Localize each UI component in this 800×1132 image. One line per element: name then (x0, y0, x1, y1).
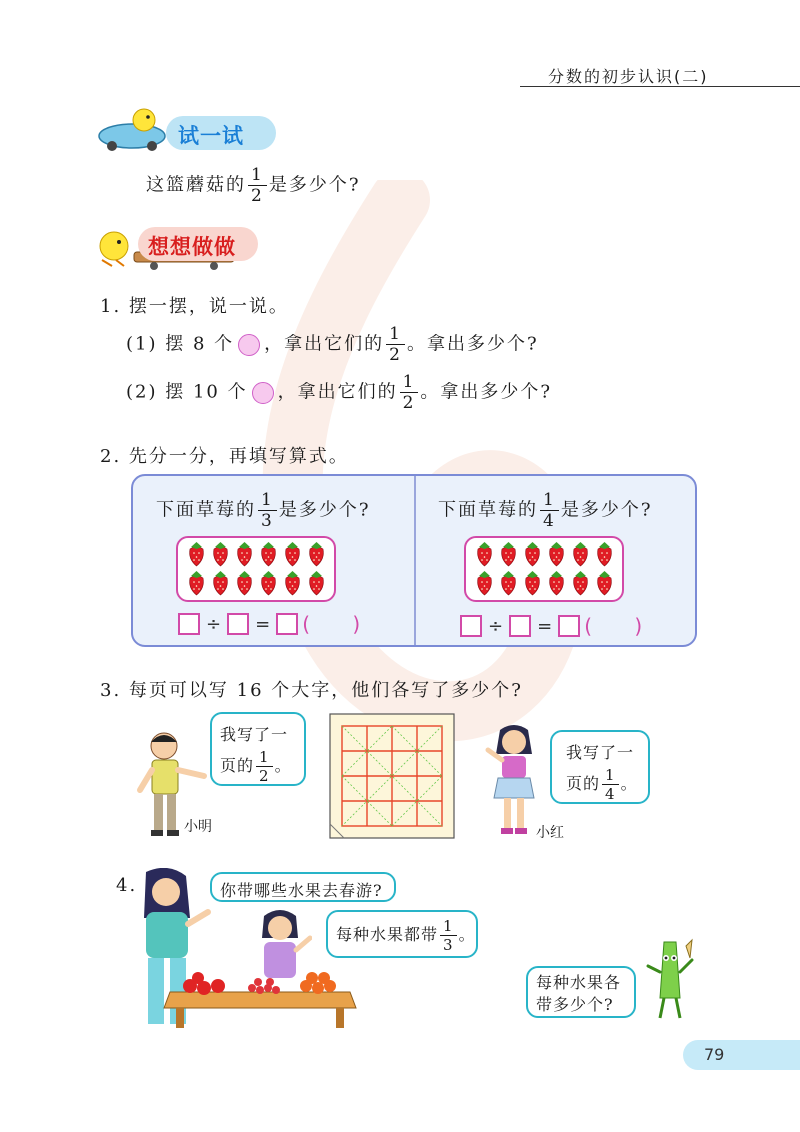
frac-num: 1 (258, 490, 277, 511)
strawberry-icon (499, 570, 518, 596)
q1-part-1 (126, 324, 539, 365)
frac-num: 1 (540, 490, 559, 511)
strawberry-icon (475, 570, 494, 596)
strawberry-icon (211, 570, 230, 596)
strawberry-icon (259, 541, 278, 567)
strawberry-icon (595, 570, 614, 596)
q1-part-2 (126, 372, 552, 413)
frac-den: 2 (389, 345, 402, 365)
strawberry-icon (595, 541, 614, 567)
unit-paren[interactable]: ( ) (584, 614, 661, 638)
boy-speech-bubble (210, 712, 306, 786)
page-number-tab (683, 1040, 800, 1070)
frac-den: 2 (402, 393, 416, 413)
strawberry-icon (187, 570, 206, 596)
fruit-table (160, 968, 358, 1028)
frac-den: 3 (443, 936, 454, 954)
strawberry-icon (259, 570, 278, 596)
page-number: 79 (704, 1045, 725, 1064)
frac-num: 1 (602, 766, 619, 785)
strawberry-row (466, 541, 622, 567)
girl-speech-bubble (550, 730, 650, 804)
pencil-bubble-line2: 带多少个? (536, 995, 614, 1014)
boy-bubble-line1: 我写了一 (220, 725, 289, 744)
girl-bubble-end: 。 (620, 774, 638, 793)
writing-grid-paper (328, 712, 456, 840)
equation-right (460, 614, 660, 638)
strawberry-row (466, 570, 622, 596)
q3-title: 3. 每页可以写 16 个大字，他们各写了多少个? (100, 680, 523, 701)
q2-title: 2. 先分一分，再填写算式。 (100, 446, 349, 467)
pink-circle-icon (238, 334, 260, 356)
try-section-title: 试一试 (178, 124, 244, 148)
answer-box[interactable] (227, 613, 249, 635)
chapter-title: 分数的初步认识(二) (548, 67, 709, 86)
strawberry-group-left (176, 536, 336, 602)
strawberry-group-right (464, 536, 624, 602)
pencil-speech-bubble (526, 966, 636, 1018)
boy-bubble-text: 页的 (220, 756, 255, 775)
divide-sign: ÷ (488, 615, 504, 637)
fraction-one-third (440, 917, 457, 954)
strawberry-icon (307, 570, 326, 596)
answer-box[interactable] (558, 615, 580, 637)
girl-bubble-text: 页的 (566, 774, 601, 793)
pink-circle-icon (252, 382, 274, 404)
try-question (146, 165, 360, 206)
fraction-one-half (248, 165, 267, 206)
try-question-pre: 这篮蘑菇的 (146, 174, 246, 196)
frac-den: 2 (251, 186, 264, 206)
fraction-one-quarter (540, 490, 559, 531)
q2-right-post: 是多少个? (560, 499, 653, 521)
strawberry-icon (523, 570, 542, 596)
strawberry-row (178, 570, 334, 596)
car-chick-icon (96, 106, 168, 152)
fraction-one-third (258, 490, 277, 531)
mother-speech-bubble: 你带哪些水果去春游? (210, 872, 396, 902)
q1-part2-post: 。拿出多少个? (420, 381, 553, 403)
girl-bubble-line2 (566, 766, 648, 803)
strawberry-icon (187, 541, 206, 567)
boy-bubble-end: 。 (274, 756, 292, 775)
q1-part1-post: 。拿出多少个? (406, 333, 539, 355)
equals-sign: = (255, 613, 271, 635)
strawberry-icon (547, 570, 566, 596)
strawberry-icon (235, 541, 254, 567)
strawberry-icon (547, 541, 566, 567)
q1-part1-pre: (1) 摆 8 个 (126, 333, 235, 355)
strawberry-icon (211, 541, 230, 567)
header-rule (520, 86, 800, 87)
strawberry-icon (307, 541, 326, 567)
girl-bubble-line1: 我写了一 (566, 743, 635, 762)
think-section-title: 想想做做 (148, 235, 236, 259)
frac-num: 1 (400, 372, 419, 393)
boy-name: 小明 (184, 819, 212, 835)
equation-left (178, 612, 378, 636)
answer-box[interactable] (509, 615, 531, 637)
strawberry-icon (475, 541, 494, 567)
fraction-one-half (256, 748, 273, 785)
strawberry-icon (571, 541, 590, 567)
boy-bubble-line2 (220, 748, 304, 785)
strawberry-row (178, 541, 334, 567)
answer-box[interactable] (460, 615, 482, 637)
try-question-post: 是多少个? (268, 174, 361, 196)
daughter-speech-bubble (326, 910, 478, 958)
strawberry-icon (235, 570, 254, 596)
answer-box[interactable] (276, 613, 298, 635)
q1-part1-mid: ，拿出它们的 (264, 333, 385, 355)
fraction-one-half (400, 372, 419, 413)
q2-left-pre: 下面草莓的 (156, 499, 256, 521)
frac-num: 1 (256, 748, 273, 767)
equals-sign: = (537, 615, 553, 637)
strawberry-icon (283, 570, 302, 596)
daughter-bubble-text: 每种水果都带 (336, 925, 439, 944)
frac-den: 2 (259, 767, 270, 785)
q1-part2-pre: (2) 摆 10 个 (126, 381, 248, 403)
strawberry-icon (523, 541, 542, 567)
panel-divider (414, 476, 416, 645)
fraction-one-quarter (602, 766, 619, 803)
pencil-character-icon (646, 938, 696, 1024)
q2-right-pre: 下面草莓的 (438, 499, 538, 521)
q1-part2-mid: ，拿出它们的 (277, 381, 398, 403)
divide-sign: ÷ (206, 613, 222, 635)
girl-name: 小红 (536, 825, 564, 841)
strawberry-icon (283, 541, 302, 567)
frac-den: 3 (261, 511, 274, 531)
unit-paren[interactable]: ( ) (302, 612, 379, 636)
q2-left-post: 是多少个? (278, 499, 371, 521)
q4-number: 4. (116, 875, 138, 896)
frac-num: 1 (386, 324, 405, 345)
frac-num: 1 (248, 165, 267, 186)
strawberry-icon (571, 570, 590, 596)
pencil-bubble-line1: 每种水果各 (536, 973, 622, 992)
daughter-bubble-end: 。 (458, 925, 476, 944)
frac-num: 1 (440, 917, 457, 936)
q2-left-question (156, 490, 370, 531)
frac-den: 4 (605, 785, 616, 803)
q1-title: 1. 摆一摆，说一说。 (100, 296, 289, 317)
frac-den: 4 (543, 511, 556, 531)
strawberry-icon (499, 541, 518, 567)
answer-box[interactable] (178, 613, 200, 635)
fraction-one-half (386, 324, 405, 365)
q2-right-question (438, 490, 652, 531)
